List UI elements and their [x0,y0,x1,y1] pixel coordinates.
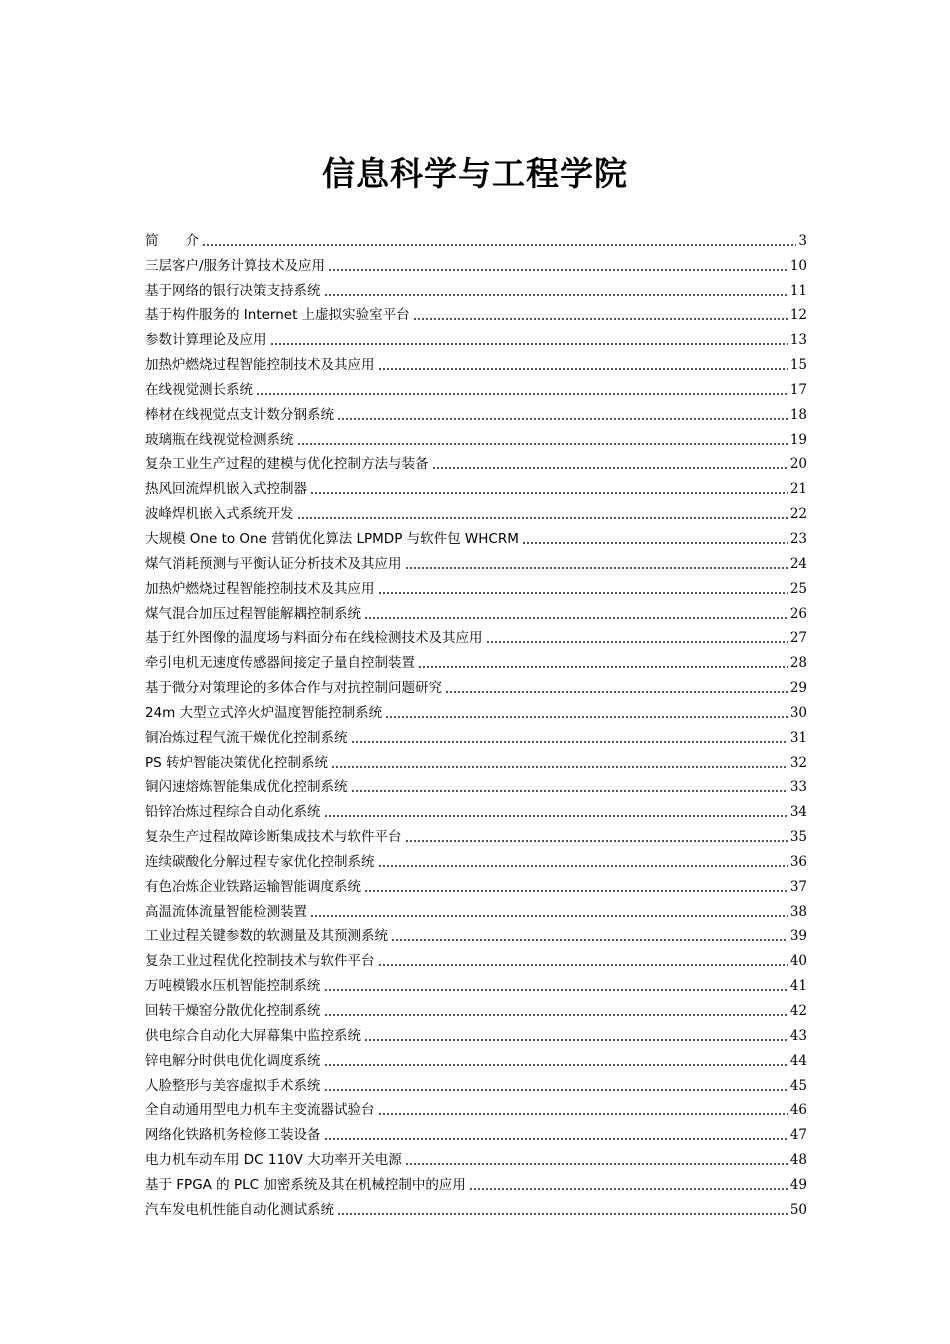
toc-entry-title: 基于构件服务的 Internet 上虚拟实验室平台 [145,307,410,324]
toc-entry-title: 汽车发电机性能自动化测试系统 [145,1201,334,1218]
toc-page-number: 23 [789,530,807,547]
toc-entry-title: 锌电解分时供电优化调度系统 [145,1052,321,1069]
toc-entry[interactable] [145,473,807,498]
toc-entry-title: 24m 大型立式淬火炉温度智能控制系统 [145,704,383,721]
toc-entry[interactable] [145,225,807,250]
toc-entry-title: 牵引电机无速度传感器间接定子量自控制装置 [145,655,415,672]
toc-dot-leader [310,915,788,917]
toc-dot-leader [364,890,788,892]
toc-page-number: 27 [789,630,807,647]
toc-entry[interactable] [145,349,807,374]
toc-entry-title: 电力机车动车用 DC 110V 大功率开关电源 [145,1152,402,1169]
toc-page-number: 41 [789,978,807,995]
toc-entry[interactable] [145,772,807,797]
toc-entry[interactable] [145,523,807,548]
toc-dot-leader [405,567,788,569]
toc-entry[interactable] [145,275,807,300]
toc-entry[interactable] [145,672,807,697]
toc-entry[interactable] [145,1144,807,1169]
toc-page-number: 13 [789,332,807,349]
toc-dot-leader [378,865,788,867]
toc-page-number: 43 [789,1027,807,1044]
toc-dot-leader [432,467,788,469]
toc-entry[interactable] [145,324,807,349]
toc-entry[interactable] [145,821,807,846]
toc-entry[interactable] [145,573,807,598]
toc-entry-title: 连续碳酸化分解过程专家优化控制系统 [145,853,375,870]
toc-page-number: 34 [789,804,807,821]
toc-entry[interactable] [145,623,807,648]
toc-entry-title: 全自动通用型电力机车主变流器试验台 [145,1102,375,1119]
toc-page-number: 19 [789,431,807,448]
toc-entry[interactable] [145,697,807,722]
toc-dot-leader [324,1138,788,1140]
toc-dot-leader [324,1089,788,1091]
toc-entry-title: PS 转炉智能决策优化控制系统 [145,754,329,771]
toc-entry-title: 铜闪速熔炼智能集成优化控制系统 [145,779,348,796]
toc-entry[interactable] [145,399,807,424]
toc-page-number: 49 [789,1176,807,1193]
toc-page-number: 21 [789,481,807,498]
toc-entry-title: 玻璃瓶在线视觉检测系统 [145,431,294,448]
toc-entry[interactable] [145,1095,807,1120]
toc-entry[interactable] [145,747,807,772]
toc-page-number: 26 [789,605,807,622]
toc-page-number: 39 [789,928,807,945]
toc-dot-leader [324,989,788,991]
toc-dot-leader [328,269,788,271]
toc-entry[interactable] [145,1045,807,1070]
toc-dot-leader [324,294,788,296]
toc-entry-title: 复杂工业过程优化控制技术与软件平台 [145,953,375,970]
toc-entry-title: 基于红外图像的温度场与料面分布在线检测技术及其应用 [145,630,483,647]
toc-page-number: 29 [789,680,807,697]
toc-entry-title: 有色冶炼企业铁路运输智能调度系统 [145,878,361,895]
toc-entry[interactable] [145,1169,807,1194]
toc-page-number: 12 [789,307,807,324]
toc-page-number: 44 [789,1052,807,1069]
toc-dot-leader [405,840,788,842]
toc-entry-title: 简 介 [145,232,199,249]
toc-entry-title: 三层客户/服务计算技术及应用 [145,257,326,274]
toc-page-number: 47 [789,1127,807,1144]
toc-dot-leader [324,1014,788,1016]
toc-entry[interactable] [145,1119,807,1144]
toc-entry[interactable] [145,970,807,995]
toc-entry[interactable] [145,449,807,474]
toc-page-number: 20 [789,456,807,473]
toc-dot-leader [310,492,788,494]
toc-entry[interactable] [145,896,807,921]
toc-entry-title: 高温流体流量智能检测装置 [145,903,307,920]
toc-page-number: 33 [789,779,807,796]
toc-dot-leader [378,964,788,966]
toc-dot-leader [297,443,788,445]
toc-entry-title: 加热炉燃烧过程智能控制技术及其应用 [145,580,375,597]
toc-dot-leader [351,741,788,743]
toc-page-number: 36 [789,853,807,870]
toc-page-number: 18 [789,406,807,423]
toc-dot-leader [378,592,788,594]
toc-entry-title: 热风回流焊机嵌入式控制器 [145,481,307,498]
toc-dot-leader [405,1163,788,1165]
toc-page-number: 32 [789,754,807,771]
toc-dot-leader [391,939,788,941]
toc-page-number: 38 [789,903,807,920]
toc-page-number: 48 [789,1152,807,1169]
toc-page-number: 22 [789,506,807,523]
toc-dot-leader [378,1113,788,1115]
toc-entry-title: 工业过程关键参数的软测量及其预测系统 [145,928,388,945]
toc-entry-title: 基于网络的银行决策支持系统 [145,282,321,299]
toc-dot-leader [331,766,788,768]
toc-entry-title: 加热炉燃烧过程智能控制技术及其应用 [145,357,375,374]
toc-entry[interactable] [145,1070,807,1095]
toc-entry-title: 煤气混合加压过程智能解耦控制系统 [145,605,361,622]
toc-entry[interactable] [145,722,807,747]
toc-dot-leader [297,517,788,519]
toc-page-number: 46 [789,1102,807,1119]
toc-dot-leader [256,393,788,395]
toc-entry-title: 网络化铁路机务检修工装设备 [145,1127,321,1144]
toc-page-number: 11 [789,282,807,299]
toc-entry[interactable] [145,995,807,1020]
toc-page-number: 31 [789,729,807,746]
toc-page-number: 45 [789,1077,807,1094]
toc-entry-title: 复杂生产过程故障诊断集成技术与软件平台 [145,829,402,846]
table-of-contents [145,225,807,1219]
toc-entry[interactable] [145,945,807,970]
toc-page-number: 15 [789,357,807,374]
toc-dot-leader [522,542,788,544]
toc-entry[interactable] [145,1194,807,1219]
toc-dot-leader [202,244,796,246]
toc-entry-title: 在线视觉测长系统 [145,381,253,398]
toc-entry[interactable] [145,796,807,821]
toc-entry-title: 铜冶炼过程气流干燥优化控制系统 [145,729,348,746]
toc-dot-leader [385,716,788,718]
toc-entry[interactable] [145,598,807,623]
toc-entry[interactable] [145,846,807,871]
toc-page-number: 10 [789,257,807,274]
toc-entry-title: 供电综合自动化大屏幕集中监控系统 [145,1027,361,1044]
toc-entry-title: 参数计算理论及应用 [145,332,267,349]
toc-page-number: 37 [789,878,807,895]
toc-dot-leader [351,790,788,792]
toc-entry[interactable] [145,921,807,946]
toc-dot-leader [418,666,788,668]
toc-page-number: 35 [789,829,807,846]
toc-entry[interactable] [145,647,807,672]
page-title: 信息科学与工程学院 [322,154,628,194]
toc-dot-leader [413,318,788,320]
toc-page-number: 17 [789,381,807,398]
toc-dot-leader [364,617,788,619]
toc-dot-leader [378,368,788,370]
toc-entry[interactable] [145,548,807,573]
toc-entry-title: 铅锌冶炼过程综合自动化系统 [145,804,321,821]
toc-dot-leader [337,418,788,420]
toc-page-number: 50 [789,1201,807,1218]
toc-page-number: 25 [789,580,807,597]
toc-entry-title: 回转干燥窑分散优化控制系统 [145,1003,321,1019]
toc-entry[interactable] [145,871,807,896]
toc-page-number: 28 [789,655,807,672]
toc-entry-title: 煤气消耗预测与平衡认证分析技术及其应用 [145,555,402,572]
toc-dot-leader [324,815,788,817]
toc-entry-title: 棒材在线视觉点支计数分钢系统 [145,406,334,423]
toc-entry[interactable] [145,1020,807,1045]
toc-entry-title: 万吨模锻水压机智能控制系统 [145,978,321,995]
toc-entry-title: 基于微分对策理论的多体合作与对抗控制问题研究 [145,680,442,697]
toc-entry[interactable] [145,250,807,275]
toc-entry-title: 复杂工业生产过程的建模与优化控制方法与装备 [145,456,429,473]
toc-dot-leader [337,1213,788,1215]
toc-entry[interactable] [145,424,807,449]
toc-page-number: 40 [789,953,807,970]
toc-entry[interactable] [145,300,807,325]
toc-page-number: 24 [789,555,807,572]
toc-entry-title: 大规模 One to One 营销优化算法 LPMDP 与软件包 WHCRM [145,530,519,547]
toc-dot-leader [486,641,788,643]
toc-page-number: 42 [789,1003,807,1019]
toc-page-number: 3 [798,232,807,249]
toc-page-number: 30 [789,704,807,721]
toc-entry-title: 人脸整形与美容虚拟手术系统 [145,1077,321,1094]
toc-dot-leader [324,1064,788,1066]
toc-entry[interactable] [145,498,807,523]
toc-entry-title: 波峰焊机嵌入式系统开发 [145,506,294,523]
toc-dot-leader [469,1188,788,1190]
toc-entry-title: 基于 FPGA 的 PLC 加密系统及其在机械控制中的应用 [145,1176,466,1193]
toc-dot-leader [445,691,788,693]
toc-dot-leader [270,343,788,345]
toc-dot-leader [364,1039,788,1041]
toc-entry[interactable] [145,374,807,399]
